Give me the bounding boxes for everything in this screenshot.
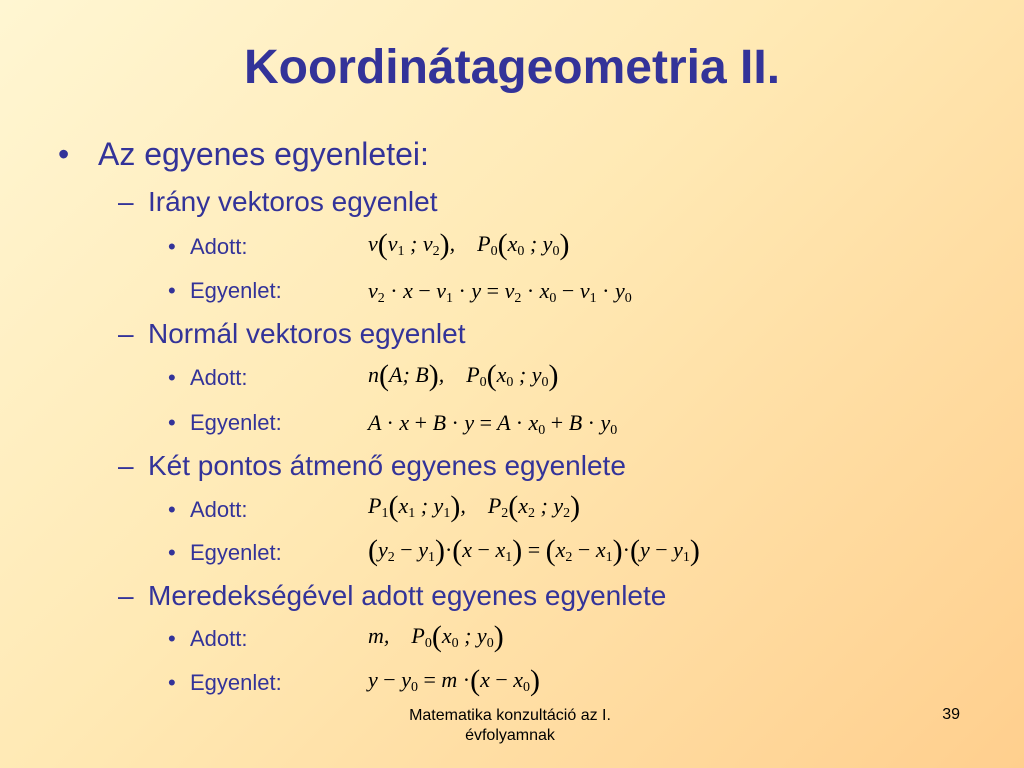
egyenlet-item-1: • Egyenlet: <box>168 278 282 303</box>
bullet-dot-icon: • <box>168 626 176 651</box>
dash-icon: – <box>118 450 134 481</box>
adott-item-2: • Adott: <box>168 365 248 390</box>
dash-icon: – <box>118 318 134 349</box>
footer-line-2: évfolyamnak <box>465 727 555 744</box>
formula-adott-4: m, $P_0(x_0$ ; $y_0$) <box>368 620 504 653</box>
section-heading-3: – Két pontos átmenő egyenes egyenlete <box>118 450 626 481</box>
formula-adott-1: $v(v_1$ ; $v_2$), $P_0(x_0$ ; $y_0$) <box>368 228 570 261</box>
dash-icon: – <box>118 186 134 217</box>
page-number: 39 <box>942 706 960 723</box>
bullet-dot-icon: • <box>168 365 176 390</box>
bullet-dot-icon: • <box>168 497 176 522</box>
main-bullet <box>58 136 429 173</box>
formula-egyenlet-1: $v_2 \cdot x - v_1 \cdot y = v_2 \cdot x_0 - v_1 \cdot y_0$ <box>368 278 632 306</box>
egyenlet-item-2: • Egyenlet: <box>168 410 282 435</box>
bullet-dot-icon: • <box>168 670 176 695</box>
bullet-dot-icon: • <box>168 234 176 259</box>
bullet-dot-icon: • <box>168 410 176 435</box>
adott-item-3: • Adott: <box>168 497 248 522</box>
formula-adott-2: n(A; B), $P_0(x_0$ ; $y_0$) <box>368 359 559 392</box>
main-bullet-text: Az egyenes egyenletei: <box>98 136 429 172</box>
adott-item-1: • Adott: <box>168 234 248 259</box>
bullet-dot-icon: • <box>168 278 176 303</box>
footer-line-1: Matematika konzultáció az I. <box>409 707 611 724</box>
egyenlet-item-3: • Egyenlet: <box>168 540 282 565</box>
adott-item-4: • Adott: <box>168 626 248 651</box>
formula-egyenlet-3: $(y_2 - y_1)\cdot(x - x_1) = (x_2 - x_1)\cdot(y - y_1)$ <box>368 534 700 567</box>
section-heading-2: – Normál vektoros egyenlet <box>118 318 466 349</box>
formula-egyenlet-4: $y - y_0 = m \cdot(x - x_0)$ <box>368 664 541 697</box>
section-heading-1: – Irány vektoros egyenlet <box>118 186 438 217</box>
egyenlet-item-4: • Egyenlet: <box>168 670 282 695</box>
slide-title: Koordinátageometria II. <box>243 41 781 94</box>
footer-text <box>370 706 650 746</box>
bullet-dot-icon: • <box>168 540 176 565</box>
section-heading-4: – Meredekségével adott egyenes egyenlete <box>118 580 667 611</box>
formula-adott-3: $P_1(x_1$ ; $y_1$), $P_2(x_2$ ; $y_2$) <box>368 490 581 523</box>
bullet-dot-icon: • <box>58 136 70 172</box>
formula-egyenlet-2: $A \cdot x + B \cdot y = A \cdot x_0 + B \cdot y_0$ <box>368 410 618 438</box>
dash-icon: – <box>118 580 134 611</box>
